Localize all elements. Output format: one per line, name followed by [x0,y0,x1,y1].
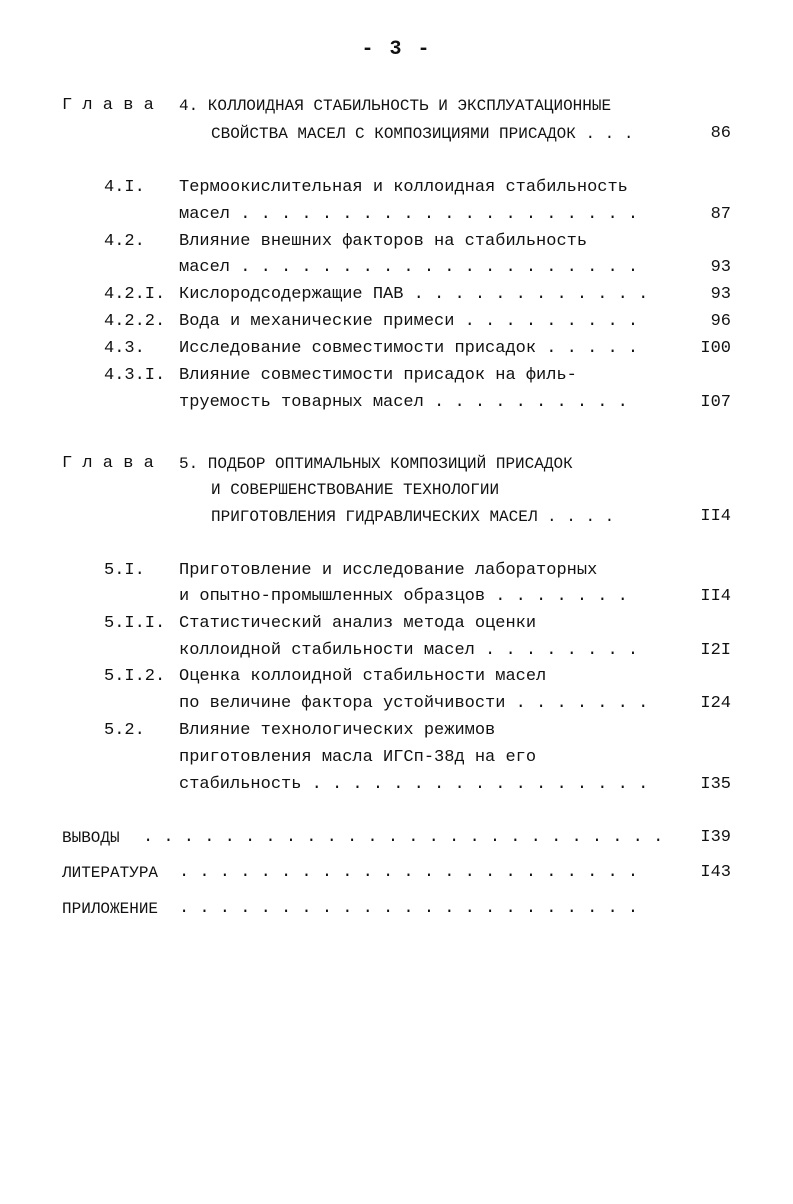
entry-leader: . . . . . . . . . . . . . . . . . . . . . . . [179,899,639,918]
entry-leader: . . . . . . . . . . . . . . . . . . . . . . . . . . [143,828,664,847]
entry-title-line1: Статистический анализ метода оценки [179,614,537,633]
entry-page: I39 [700,828,731,847]
entry-page: I00 [700,339,731,358]
entry-page: I2I [700,641,731,660]
entry-number: 5.2. [104,721,145,740]
entry-title-line1: Кислородсодержащие ПАВ . . . . . . . . . . . . [179,285,649,304]
entry-page: 87 [710,205,731,224]
entry-title-line1: Вода и механические примеси . . . . . . . . . [179,312,639,331]
entry-page: I24 [700,694,731,713]
entry-title-line2: коллоидной стабильности масел . . . . . . . . [179,641,639,660]
entry-title-line2: масел . . . . . . . . . . . . . . . . . . . . [179,258,639,277]
entry-number: 5.I.2. [104,667,166,686]
entry-page: II4 [700,587,731,606]
entry-title: ВЫВОДЫ [62,829,120,847]
entry-page: 93 [710,285,731,304]
entry-title-line1: Влияние совместимости присадок на филь- [179,366,577,385]
entry-page: I43 [700,863,731,882]
entry-title-line2: по величине фактора устойчивости . . . . . . . [179,694,649,713]
chapter-label: Г л а в а [62,96,154,115]
entry-number: 4.2.I. [104,285,166,304]
entry-number: 5.I. [104,561,145,580]
page-number: - 3 - [361,38,432,61]
chapter-title-line1: 5. ПОДБОР ОПТИМАЛЬНЫХ КОМПОЗИЦИЙ ПРИСАДОК [179,455,573,473]
entry-title-line2: масел . . . . . . . . . . . . . . . . . . . . [179,205,639,224]
entry-title: ЛИТЕРАТУРА [62,864,159,882]
entry-page: 93 [710,258,731,277]
entry-title-line1: Приготовление и исследование лабораторных [179,561,598,580]
entry-leader: . . . . . . . . . . . . . . . . . . . . . . . [179,863,639,882]
chapter-page: 86 [710,124,731,143]
entry-number: 4.2.2. [104,312,166,331]
entry-title-line1: Оценка коллоидной стабильности масел [179,667,547,686]
entry-page: I35 [700,775,731,794]
entry-title-line2: и опытно-промышленных образцов . . . . . . . [179,587,628,606]
entry-title-line1: Влияние внешних факторов на стабильность [179,232,588,251]
entry-number: 4.I. [104,178,145,197]
entry-title-line2: труемость товарных масел . . . . . . . . . . [179,393,628,412]
entry-title-line1: Влияние технологических режимов [179,721,496,740]
entry-number: 4.3.I. [104,366,166,385]
entry-number: 4.3. [104,339,145,358]
entry-title-line1: Исследование совместимости присадок . . . . . [179,339,639,358]
chapter-title-line1: 4. КОЛЛОИДНАЯ СТАБИЛЬНОСТЬ И ЭКСПЛУАТАЦИОННЫЕ [179,97,612,115]
chapter-title-line2: И СОВЕРШЕНСТВОВАНИЕ ТЕХНОЛОГИИ [211,481,500,499]
entry-title-line3: стабильность . . . . . . . . . . . . . . . . . [179,775,649,794]
entry-number: 4.2. [104,232,145,251]
entry-title-line2: приготовления масла ИГСп-38д на его [179,748,537,767]
entry-title: ПРИЛОЖЕНИЕ [62,900,159,918]
chapter-title-line3: ПРИГОТОВЛЕНИЯ ГИДРАВЛИЧЕСКИХ МАСЕЛ . . . . [211,508,615,526]
entry-title-line1: Термоокислительная и коллоидная стабильность [179,178,628,197]
chapter-page: II4 [700,507,731,526]
chapter-label: Г л а в а [62,454,154,473]
entry-number: 5.I.I. [104,614,166,633]
chapter-title-line2: СВОЙСТВА МАСЕЛ С КОМПОЗИЦИЯМИ ПРИСАДОК . . . [211,125,634,143]
entry-page: 96 [710,312,731,331]
entry-page: I07 [700,393,731,412]
